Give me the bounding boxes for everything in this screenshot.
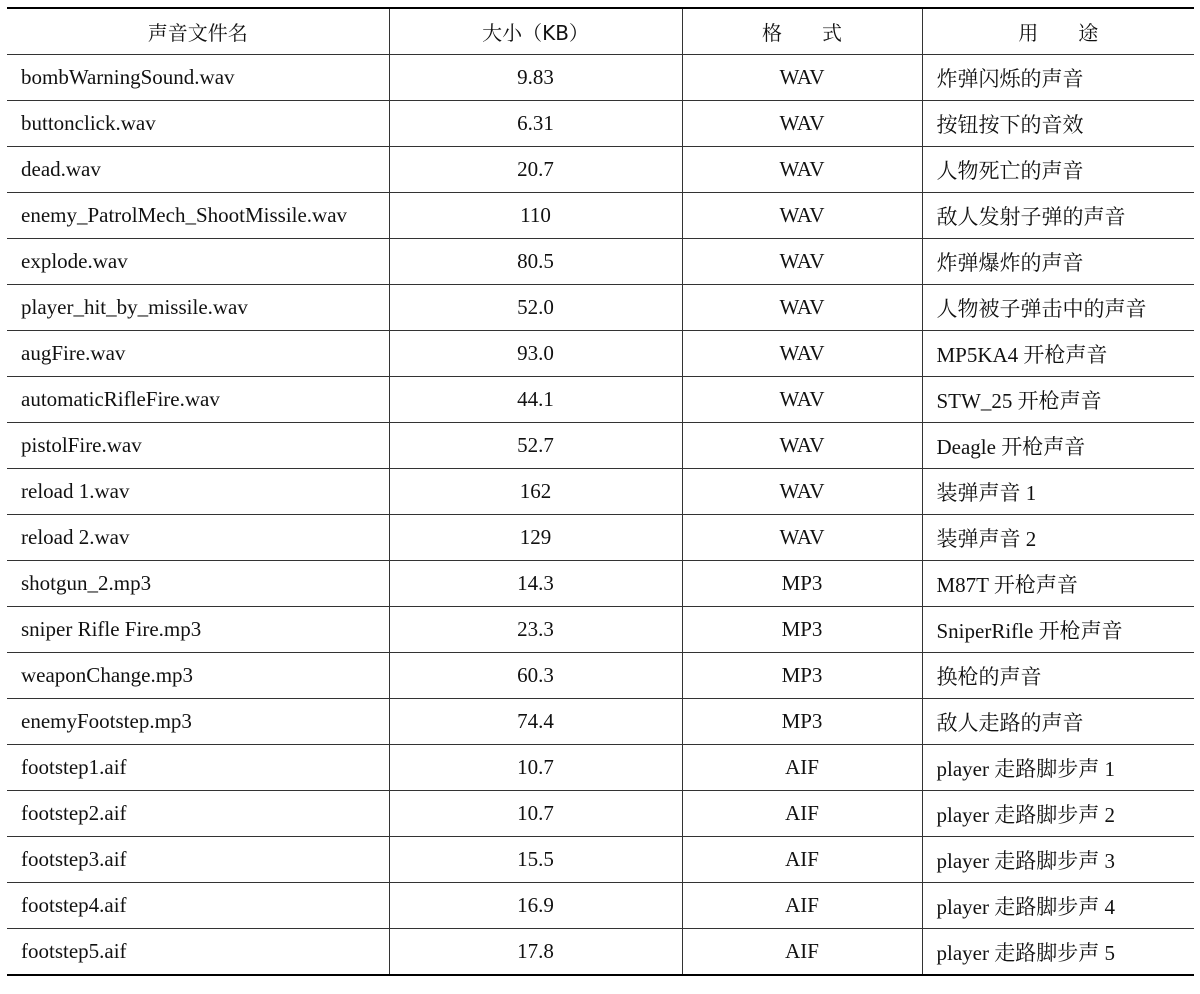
cell-size: 10.7 [389, 791, 682, 837]
cell-size: 80.5 [389, 239, 682, 285]
cell-filename: automaticRifleFire.wav [7, 377, 389, 423]
cell-filename: footstep3.aif [7, 837, 389, 883]
cell-format: WAV [682, 423, 922, 469]
cell-size: 44.1 [389, 377, 682, 423]
table-row [7, 837, 1194, 883]
cell-usage: player 走路脚步声 3 [922, 837, 1194, 883]
table-row [7, 883, 1194, 929]
table-body [7, 55, 1194, 976]
cell-size: 60.3 [389, 653, 682, 699]
cell-format: WAV [682, 101, 922, 147]
cell-format: AIF [682, 791, 922, 837]
table-row [7, 377, 1194, 423]
cell-usage: M87T 开枪声音 [922, 561, 1194, 607]
table-row [7, 193, 1194, 239]
table-row [7, 653, 1194, 699]
cell-usage: 装弹声音 1 [922, 469, 1194, 515]
table-row [7, 331, 1194, 377]
table-row [7, 55, 1194, 101]
cell-format: WAV [682, 377, 922, 423]
table-header [7, 8, 1194, 55]
table-row [7, 239, 1194, 285]
table-row [7, 791, 1194, 837]
cell-filename: bombWarningSound.wav [7, 55, 389, 101]
cell-format: AIF [682, 929, 922, 976]
cell-size: 10.7 [389, 745, 682, 791]
cell-size: 52.0 [389, 285, 682, 331]
cell-format: WAV [682, 193, 922, 239]
cell-filename: shotgun_2.mp3 [7, 561, 389, 607]
cell-filename: enemy_PatrolMech_ShootMissile.wav [7, 193, 389, 239]
cell-usage: SniperRifle 开枪声音 [922, 607, 1194, 653]
table-row [7, 607, 1194, 653]
cell-size: 15.5 [389, 837, 682, 883]
cell-usage: player 走路脚步声 2 [922, 791, 1194, 837]
cell-size: 17.8 [389, 929, 682, 976]
table-row [7, 699, 1194, 745]
cell-size: 23.3 [389, 607, 682, 653]
table-row [7, 561, 1194, 607]
cell-usage: STW_25 开枪声音 [922, 377, 1194, 423]
cell-size: 6.31 [389, 101, 682, 147]
cell-usage: MP5KA4 开枪声音 [922, 331, 1194, 377]
cell-format: WAV [682, 285, 922, 331]
header-size: 大小（KB） [389, 8, 682, 55]
cell-filename: enemyFootstep.mp3 [7, 699, 389, 745]
cell-filename: footstep2.aif [7, 791, 389, 837]
cell-format: WAV [682, 469, 922, 515]
cell-usage: 换枪的声音 [922, 653, 1194, 699]
cell-usage: 人物被子弹击中的声音 [922, 285, 1194, 331]
table-row [7, 469, 1194, 515]
cell-usage: 炸弹爆炸的声音 [922, 239, 1194, 285]
table-row [7, 101, 1194, 147]
cell-usage: 装弹声音 2 [922, 515, 1194, 561]
cell-format: MP3 [682, 653, 922, 699]
table-row [7, 515, 1194, 561]
cell-size: 16.9 [389, 883, 682, 929]
cell-usage: 炸弹闪烁的声音 [922, 55, 1194, 101]
cell-size: 9.83 [389, 55, 682, 101]
cell-format: WAV [682, 147, 922, 193]
cell-size: 162 [389, 469, 682, 515]
cell-usage: Deagle 开枪声音 [922, 423, 1194, 469]
cell-format: AIF [682, 745, 922, 791]
table-row [7, 929, 1194, 976]
cell-size: 93.0 [389, 331, 682, 377]
cell-format: WAV [682, 55, 922, 101]
cell-usage: player 走路脚步声 5 [922, 929, 1194, 976]
header-format: 格 式 [682, 8, 922, 55]
cell-size: 14.3 [389, 561, 682, 607]
cell-filename: footstep1.aif [7, 745, 389, 791]
cell-size: 20.7 [389, 147, 682, 193]
cell-format: WAV [682, 239, 922, 285]
sound-files-table [7, 7, 1194, 976]
cell-filename: augFire.wav [7, 331, 389, 377]
table-row [7, 285, 1194, 331]
cell-size: 129 [389, 515, 682, 561]
cell-filename: player_hit_by_missile.wav [7, 285, 389, 331]
cell-filename: footstep4.aif [7, 883, 389, 929]
cell-size: 52.7 [389, 423, 682, 469]
cell-size: 74.4 [389, 699, 682, 745]
cell-filename: weaponChange.mp3 [7, 653, 389, 699]
table-row [7, 147, 1194, 193]
cell-filename: sniper Rifle Fire.mp3 [7, 607, 389, 653]
cell-format: WAV [682, 515, 922, 561]
cell-format: AIF [682, 883, 922, 929]
cell-filename: explode.wav [7, 239, 389, 285]
cell-format: MP3 [682, 561, 922, 607]
cell-format: MP3 [682, 699, 922, 745]
header-usage: 用 途 [922, 8, 1194, 55]
header-row [7, 8, 1194, 55]
header-filename: 声音文件名 [7, 8, 389, 55]
table-row [7, 745, 1194, 791]
cell-usage: player 走路脚步声 1 [922, 745, 1194, 791]
cell-filename: reload 2.wav [7, 515, 389, 561]
cell-format: WAV [682, 331, 922, 377]
cell-filename: buttonclick.wav [7, 101, 389, 147]
cell-format: AIF [682, 837, 922, 883]
cell-usage: player 走路脚步声 4 [922, 883, 1194, 929]
cell-filename: reload 1.wav [7, 469, 389, 515]
cell-format: MP3 [682, 607, 922, 653]
cell-filename: dead.wav [7, 147, 389, 193]
cell-usage: 人物死亡的声音 [922, 147, 1194, 193]
cell-usage: 敌人走路的声音 [922, 699, 1194, 745]
cell-filename: footstep5.aif [7, 929, 389, 976]
cell-usage: 敌人发射子弹的声音 [922, 193, 1194, 239]
cell-usage: 按钮按下的音效 [922, 101, 1194, 147]
cell-filename: pistolFire.wav [7, 423, 389, 469]
table-row [7, 423, 1194, 469]
cell-size: 110 [389, 193, 682, 239]
